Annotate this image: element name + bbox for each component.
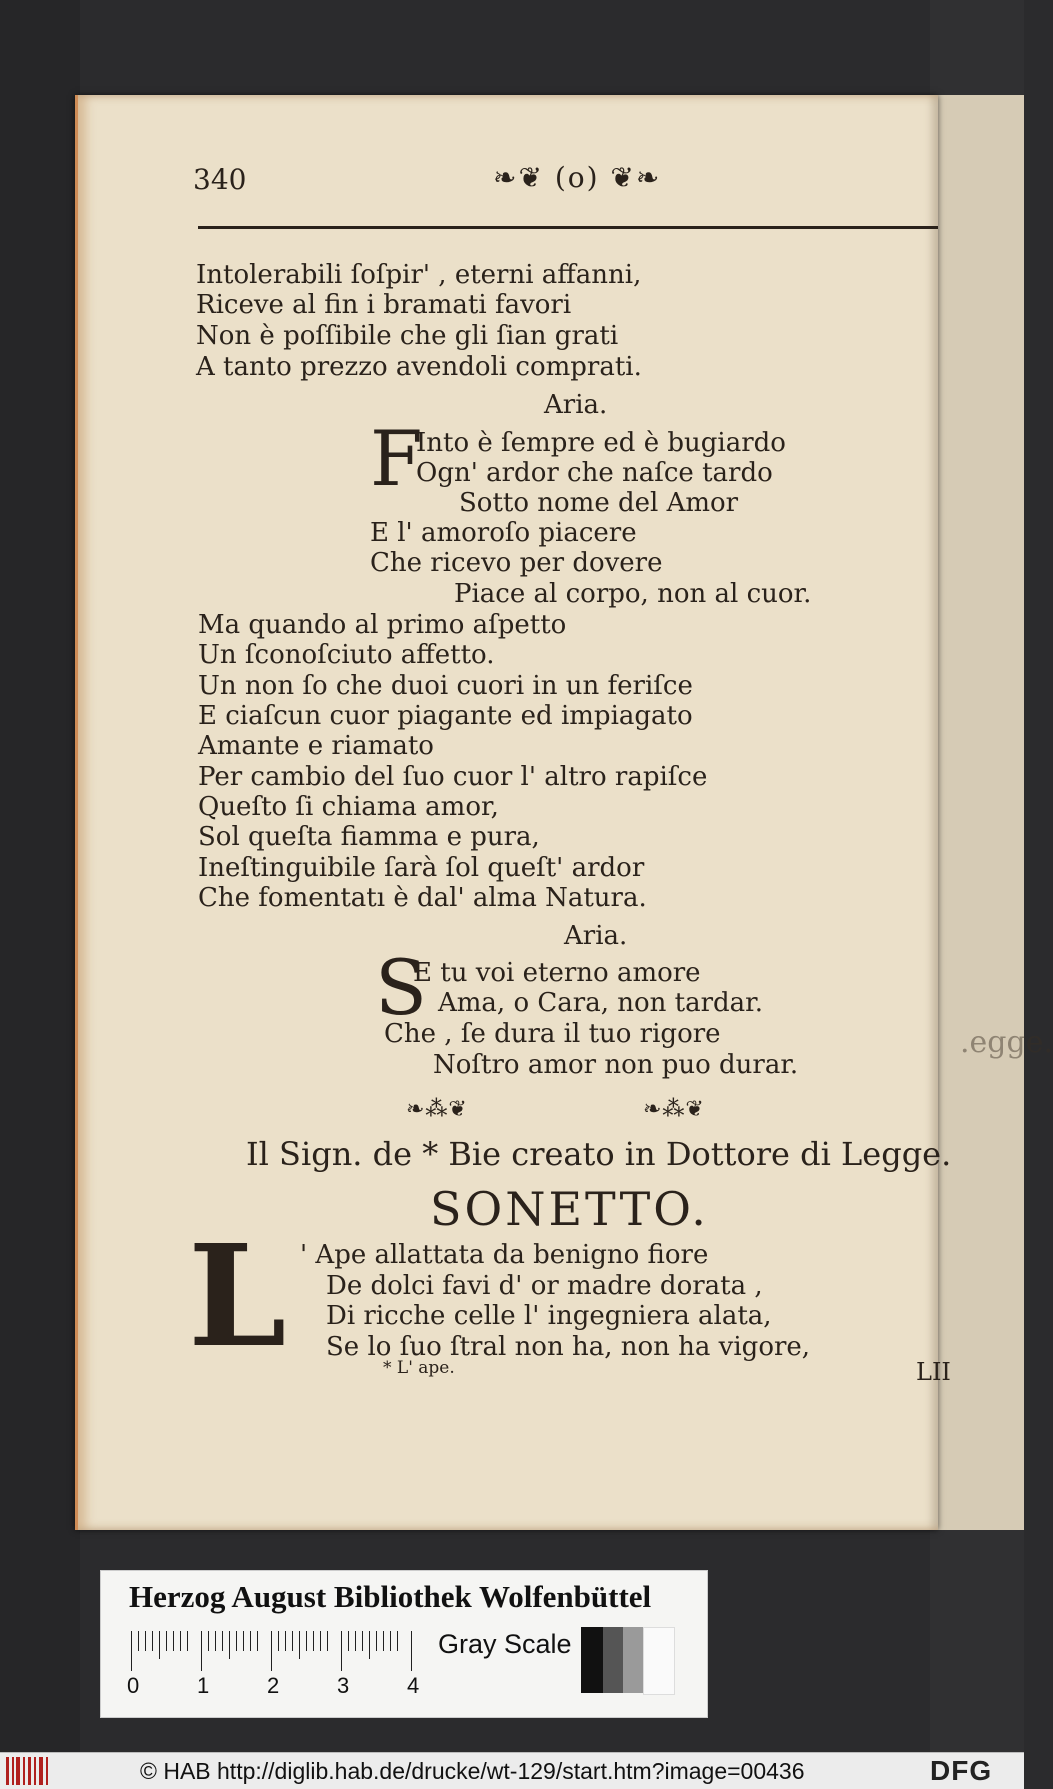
catchword: LII xyxy=(916,1358,951,1386)
footnote: * L' ape. xyxy=(383,1358,455,1378)
ruler-tick xyxy=(397,1631,398,1651)
ruler-tick xyxy=(208,1631,209,1651)
ruler-tick xyxy=(166,1631,167,1651)
aria-line: Into è ſempre ed è bugiardo xyxy=(416,428,786,458)
ruler-tick xyxy=(201,1631,202,1671)
verse-line: Che fomentatı è dal' alma Natura. xyxy=(198,883,647,913)
ruler-tick xyxy=(180,1631,181,1651)
ruler-tick xyxy=(299,1631,300,1659)
page-number: 340 xyxy=(193,163,247,196)
verse-line: Un non ſo che duoi cuori in un feriſce xyxy=(198,671,693,701)
ruler-tick xyxy=(271,1631,272,1671)
verse-line: Intolerabili ſoſpir' , eterni affanni, xyxy=(196,260,642,290)
aria-line: Ogn' ardor che naſce tardo xyxy=(416,458,773,488)
ruler-tick xyxy=(145,1631,146,1651)
ruler-tick xyxy=(292,1631,293,1651)
aria-line: Che , ſe dura il tuo rigore xyxy=(384,1019,721,1049)
ruler-tick xyxy=(355,1631,356,1651)
ruler-tick xyxy=(285,1631,286,1651)
ruler-tick xyxy=(229,1631,230,1659)
verse-line: E ciaſcun cuor piagante ed impiagato xyxy=(198,701,693,731)
ruler-tick xyxy=(236,1631,237,1651)
sonetto-line: Di ricche celle l' ingegniera alata, xyxy=(326,1301,772,1331)
header-ornament: ❧❦ (o) ❦❧ xyxy=(493,161,662,194)
occasion-heading: Il Sign. de * Bie creato in Dottore di Legge. xyxy=(246,1135,952,1173)
ruler-tick xyxy=(187,1631,188,1651)
dfg-logo: DFG xyxy=(930,1755,993,1786)
ruler-number: 3 xyxy=(337,1673,350,1698)
aria-heading: Aria. xyxy=(544,390,608,420)
aria-line: Noſtro amor non puo durar. xyxy=(433,1050,799,1080)
verse-line: Per cambio del ſuo cuor l' altro rapiſce xyxy=(198,762,708,792)
verse-line: Un ſconoſciuto affetto. xyxy=(198,640,495,670)
ornament: ❧⁂❦ xyxy=(406,1097,468,1122)
verse-line: Amante e riamato xyxy=(198,731,434,761)
drop-cap: F xyxy=(370,414,423,503)
ruler-tick xyxy=(306,1631,307,1651)
aria-line: E l' amoroſo piacere xyxy=(370,518,637,548)
header-rule xyxy=(198,226,938,229)
footer-bar xyxy=(0,1752,1024,1789)
gray-scale-label: Gray Scale xyxy=(438,1629,572,1659)
sonetto-title: SONETTO. xyxy=(430,1182,709,1236)
ruler-tick xyxy=(138,1631,139,1651)
ruler-tick xyxy=(341,1631,342,1671)
ruler-tick xyxy=(250,1631,251,1651)
aria-heading: Aria. xyxy=(564,921,628,951)
ruler xyxy=(131,1631,421,1671)
ruler-tick xyxy=(362,1631,363,1651)
aria-line: Ama, o Cara, non tardar. xyxy=(438,988,763,1018)
library-name: Herzog August Bibliothek Wolfenbüttel xyxy=(129,1579,652,1614)
ruler-tick xyxy=(348,1631,349,1651)
ruler-tick xyxy=(243,1631,244,1651)
verse-line: Queſto ſi chiama amor, xyxy=(198,792,499,822)
ruler-number: 2 xyxy=(267,1673,280,1698)
ruler-number: 4 xyxy=(407,1673,420,1698)
aria-line: Piace al corpo, non al cuor. xyxy=(454,579,812,609)
aria-line: Che ricevo per dovere xyxy=(370,548,663,578)
ornament: ❧⁂❦ xyxy=(643,1097,705,1122)
adjacent-page xyxy=(935,95,1053,1530)
copyright-url: © HAB http://diglib.hab.de/drucke/wt-129/start.htm?image=00436 xyxy=(140,1758,805,1784)
verse-line: A tanto prezzo avendoli comprati. xyxy=(196,352,642,382)
hab-logo-icon xyxy=(6,1757,48,1785)
ruler-tick xyxy=(313,1631,314,1651)
ruler-tick xyxy=(222,1631,223,1651)
aria-line: E tu voi eterno amore xyxy=(413,958,701,988)
sonetto-drop-cap: L xyxy=(188,1215,287,1379)
ruler-tick xyxy=(215,1631,216,1651)
ruler-tick xyxy=(278,1631,279,1651)
sonetto-line: Se lo ſuo ſtral non ha, non ha vigore, xyxy=(326,1332,811,1362)
adjacent-page-fragment: .egge. xyxy=(960,1025,1053,1060)
ruler-tick xyxy=(376,1631,377,1651)
scanner-background-left xyxy=(0,0,80,1752)
ruler-tick xyxy=(369,1631,370,1659)
ruler-tick xyxy=(390,1631,391,1651)
ruler-tick xyxy=(131,1631,132,1671)
ruler-number: 0 xyxy=(127,1673,140,1698)
ruler-tick xyxy=(257,1631,258,1651)
verse-line: Ma quando al primo aſpetto xyxy=(198,610,567,640)
color-scale-card xyxy=(100,1570,708,1718)
ruler-tick xyxy=(320,1631,321,1651)
ruler-tick xyxy=(173,1631,174,1651)
verse-line: Riceve al fin i bramati favori xyxy=(196,290,572,320)
gray-swatch-black xyxy=(581,1627,603,1693)
ruler-tick xyxy=(411,1631,412,1671)
sonetto-line: ' Ape allattata da benigno fiore xyxy=(300,1240,709,1270)
gray-swatch-white xyxy=(643,1627,675,1695)
verse-line: Non è poſſibile che gli ſian grati xyxy=(196,321,619,351)
ruler-tick xyxy=(159,1631,160,1659)
aria-line: Sotto nome del Amor xyxy=(459,488,739,518)
ruler-number: 1 xyxy=(197,1673,210,1698)
ruler-tick xyxy=(152,1631,153,1651)
sonetto-line: De dolci favi d' or madre dorata , xyxy=(326,1271,763,1301)
gray-swatch-dark xyxy=(603,1627,623,1693)
verse-line: Sol queſta fiamma e pura, xyxy=(198,822,540,852)
book-page xyxy=(75,95,952,1530)
gray-swatch-mid xyxy=(623,1627,643,1693)
drop-cap: S xyxy=(375,943,428,1032)
verse-line: Ineſtinguibile ſarà ſol queſt' ardor xyxy=(198,853,645,883)
ruler-tick xyxy=(383,1631,384,1651)
ruler-tick xyxy=(327,1631,328,1651)
